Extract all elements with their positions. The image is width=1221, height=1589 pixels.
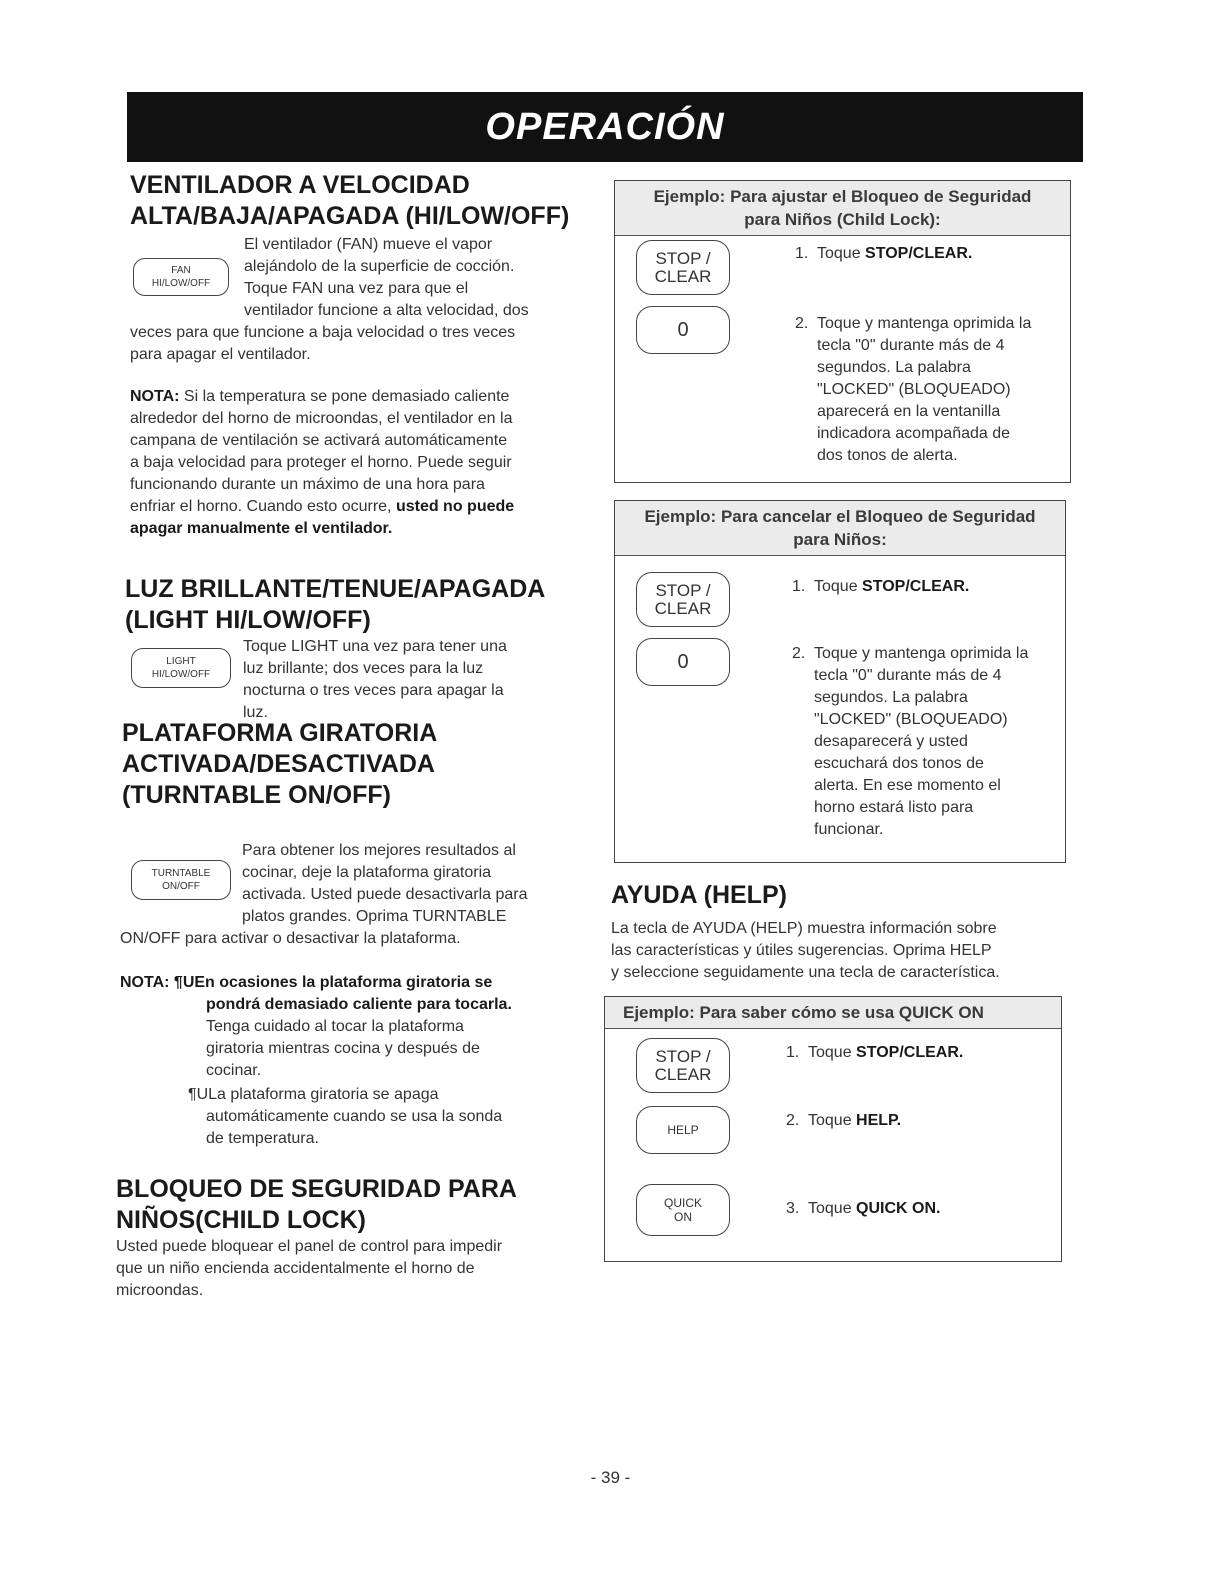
box1-step2-line-2: tecla "0" durante más de 4 bbox=[817, 337, 1005, 354]
turntable-note-bold-a: ¶UEn ocasiones la plataforma giratoria se bbox=[173, 974, 493, 991]
light-body bbox=[243, 636, 583, 724]
box1-step2-num: 2. bbox=[795, 315, 809, 332]
box3-step-3 bbox=[786, 1198, 1056, 1220]
stop-clear-key-icon bbox=[636, 1038, 730, 1093]
zero-key-icon bbox=[636, 306, 730, 354]
box2-step2-line-8: horno estará listo para bbox=[814, 799, 974, 816]
box1-stop-label-1: STOP / bbox=[655, 248, 711, 268]
example-box-3-header bbox=[605, 997, 1061, 1029]
box2-step2-line-7: alerta. En ese momento el bbox=[814, 777, 1001, 794]
turntable-line-1: Para obtener los mejores resultados al bbox=[242, 842, 516, 859]
turntable-note bbox=[120, 972, 590, 994]
childlock-line-1: Usted puede bloquear el panel de control para impedir bbox=[116, 1238, 503, 1255]
turntable-line-2: cocinar, deje la plataforma giratoria bbox=[242, 864, 492, 881]
stop-clear-key-icon bbox=[636, 572, 730, 627]
childlock-title-line2: NIÑOS(CHILD LOCK) bbox=[116, 1206, 366, 1234]
box3-stop-label-1: STOP / bbox=[655, 1046, 711, 1066]
turntable-full-line: ON/OFF para activar o desactivar la plataforma. bbox=[120, 930, 461, 947]
box2-step2-line-5: desaparecerá y usted bbox=[814, 733, 968, 750]
help-section bbox=[611, 880, 1066, 911]
box3-step1-text: Toque bbox=[808, 1044, 857, 1061]
box1-step2-line-3: segundos. La palabra bbox=[817, 359, 971, 376]
box2-head-line-2: para Niños: bbox=[793, 530, 887, 549]
box1-step-1 bbox=[795, 243, 1065, 265]
fan-full-line-2: para apagar el ventilador. bbox=[130, 346, 311, 363]
help-line-1: La tecla de AYUDA (HELP) muestra información sobre bbox=[611, 920, 997, 937]
zero-key-icon bbox=[636, 638, 730, 686]
box3-step3-text: Toque bbox=[808, 1200, 857, 1217]
box2-step-1 bbox=[792, 576, 1062, 598]
turntable-note-bullet2 bbox=[188, 1084, 578, 1150]
help-line-3: y seleccione seguidamente una tecla de característica. bbox=[611, 964, 1000, 981]
box2-step-2 bbox=[792, 643, 1064, 841]
example-box-2-header bbox=[615, 501, 1065, 556]
turntable-note-label: NOTA: bbox=[120, 974, 170, 991]
help-line-2: las características y útiles sugerencias. Oprima HELP bbox=[611, 942, 992, 959]
fan-note-line-2: alrededor del horno de microondas, el ventilador en la bbox=[130, 410, 513, 427]
box3-step2-num: 2. bbox=[786, 1112, 800, 1129]
fan-line-1: El ventilador (FAN) mueve el vapor bbox=[244, 236, 493, 253]
box1-step1-num: 1. bbox=[795, 245, 809, 262]
fan-note-bold-2: apagar manualmente el ventilador. bbox=[130, 520, 393, 537]
box3-step2-bold: HELP. bbox=[856, 1112, 902, 1129]
box2-zero-label: 0 bbox=[677, 650, 689, 673]
box3-step1-bold: STOP/CLEAR. bbox=[856, 1044, 964, 1061]
turntable-note-bold-b: pondrá demasiado caliente para tocarla. bbox=[206, 996, 512, 1013]
light-line-2: luz brillante; dos veces para la luz bbox=[243, 660, 484, 677]
fan-note-text-6: enfriar el horno. Cuando esto ocurre, bbox=[130, 498, 396, 515]
page-number: - 39 - bbox=[590, 1468, 631, 1487]
fan-key-label-2: HI/LOW/OFF bbox=[151, 278, 211, 289]
box1-stop-label-2: CLEAR bbox=[654, 266, 712, 286]
box2-stop-label-2: CLEAR bbox=[654, 598, 712, 618]
fan-note-line-6 bbox=[130, 496, 590, 518]
light-section bbox=[125, 574, 585, 636]
turntable-line-4: platos grandes. Oprima TURNTABLE bbox=[242, 908, 507, 925]
turntable-note-rest-1: Tenga cuidado al tocar la plataforma bbox=[206, 1018, 464, 1035]
box1-step1-bold: STOP/CLEAR. bbox=[865, 245, 973, 262]
fan-section bbox=[130, 170, 580, 232]
fan-note-label: NOTA: bbox=[130, 388, 180, 405]
help-body bbox=[611, 918, 1066, 984]
box3-stop-label-2: CLEAR bbox=[654, 1064, 712, 1084]
box1-step-2 bbox=[795, 313, 1065, 467]
light-title-line2: (LIGHT HI/LOW/OFF) bbox=[125, 606, 371, 634]
turntable-line-3: activada. Usted puede desactivarla para bbox=[242, 886, 528, 903]
turntable-section bbox=[122, 718, 582, 811]
turntable-title-line2: ACTIVADA/DESACTIVADA bbox=[122, 750, 435, 778]
box1-step2-line-7: dos tonos de alerta. bbox=[817, 447, 958, 464]
fan-title-line1: VENTILADOR A VELOCIDAD bbox=[130, 171, 470, 199]
example-box-1-header bbox=[615, 181, 1070, 236]
fan-line-2: alejándolo de la superficie de cocción. bbox=[244, 258, 515, 275]
fan-key-label-1: FAN bbox=[171, 265, 191, 276]
fan-note-line-3: campana de ventilación se activará automáticamente bbox=[130, 432, 508, 449]
box2-step2-line-6: escuchará dos tonos de bbox=[814, 755, 984, 772]
fan-key-icon bbox=[133, 258, 229, 296]
light-title-line1: LUZ BRILLANTE/TENUE/APAGADA bbox=[125, 575, 546, 603]
fan-note bbox=[130, 386, 590, 540]
turntable-note2-line-1: ¶ULa plataforma giratoria se apaga bbox=[188, 1086, 439, 1103]
box3-step-1 bbox=[786, 1042, 1056, 1064]
fan-full-line-1: veces para que funcione a baja velocidad o tres veces bbox=[130, 324, 516, 341]
childlock-title-line1: BLOQUEO DE SEGURIDAD PARA bbox=[116, 1175, 517, 1203]
help-key-icon bbox=[636, 1106, 730, 1154]
childlock-section bbox=[116, 1174, 586, 1236]
stop-clear-key-icon bbox=[636, 240, 730, 295]
fan-line-3: Toque FAN una vez para que el bbox=[244, 280, 469, 297]
quick-on-key-icon bbox=[636, 1184, 730, 1236]
box2-step2-line-4: "LOCKED" (BLOQUEADO) bbox=[814, 711, 1008, 728]
box1-step2-line-1: Toque y mantenga oprimida la bbox=[817, 315, 1032, 332]
box2-step1-text: Toque bbox=[814, 578, 863, 595]
box1-step2-line-6: indicadora acompañada de bbox=[817, 425, 1011, 442]
box2-step2-line-1: Toque y mantenga oprimida la bbox=[814, 645, 1029, 662]
turntable-note-rest-3: cocinar. bbox=[206, 1062, 262, 1079]
box3-step3-num: 3. bbox=[786, 1200, 800, 1217]
box2-step2-line-2: tecla "0" durante más de 4 bbox=[814, 667, 1002, 684]
childlock-line-3: microondas. bbox=[116, 1282, 204, 1299]
box2-head-line-1: Ejemplo: Para cancelar el Bloqueo de Seguridad bbox=[644, 507, 1036, 526]
turntable-key-label-1: TURNTABLE bbox=[151, 868, 211, 879]
turntable-note-line-1 bbox=[120, 972, 590, 994]
fan-title-line2: ALTA/BAJA/APAGADA (HI/LOW/OFF) bbox=[130, 202, 570, 230]
light-key-icon bbox=[131, 648, 231, 688]
turntable-title-line3: (TURNTABLE ON/OFF) bbox=[122, 781, 391, 809]
fan-body-full bbox=[130, 322, 590, 366]
box3-step2-text: Toque bbox=[808, 1112, 857, 1129]
fan-note-bold-1: usted no puede bbox=[395, 498, 515, 515]
childlock-body bbox=[116, 1236, 586, 1302]
light-line-1: Toque LIGHT una vez para tener una bbox=[243, 638, 507, 655]
box2-step1-num: 1. bbox=[792, 578, 806, 595]
box2-step1-bold: STOP/CLEAR. bbox=[862, 578, 970, 595]
turntable-key-label-2: ON/OFF bbox=[162, 881, 200, 892]
turntable-title-line1: PLATAFORMA GIRATORIA bbox=[122, 719, 438, 747]
box2-step2-num: 2. bbox=[792, 645, 806, 662]
box2-step2-line-9: funcionar. bbox=[814, 821, 884, 838]
box3-quick-label-1: QUICK bbox=[663, 1196, 702, 1210]
fan-body bbox=[244, 234, 584, 322]
turntable-note-detail bbox=[206, 994, 586, 1082]
box3-head-line-1: Ejemplo: Para saber cómo se usa QUICK ON bbox=[623, 1003, 984, 1022]
box1-step1-text: Toque bbox=[817, 245, 866, 262]
help-title: AYUDA (HELP) bbox=[611, 881, 787, 909]
fan-note-line-4: a baja velocidad para proteger el horno. Puede seguir bbox=[130, 454, 512, 471]
box1-zero-label: 0 bbox=[677, 318, 689, 341]
turntable-body-full bbox=[120, 928, 580, 950]
fan-line-4: ventilador funcione a alta velocidad, dos bbox=[244, 302, 529, 319]
page-title: OPERACIÓN bbox=[485, 105, 725, 148]
light-key-label-1: LIGHT bbox=[166, 656, 196, 667]
box2-stop-label-1: STOP / bbox=[655, 580, 711, 600]
turntable-note-rest-2: giratoria mientras cocina y después de bbox=[206, 1040, 480, 1057]
childlock-line-2: que un niño encienda accidentalmente el horno de bbox=[116, 1260, 475, 1277]
light-line-3: nocturna o tres veces para apagar la bbox=[243, 682, 504, 699]
box3-help-label: HELP bbox=[667, 1123, 699, 1137]
turntable-note2-line-2: automáticamente cuando se usa la sonda bbox=[206, 1108, 503, 1125]
box2-step2-line-3: segundos. La palabra bbox=[814, 689, 968, 706]
box3-quick-label-2: ON bbox=[674, 1210, 692, 1224]
box3-step3-bold: QUICK ON. bbox=[856, 1200, 941, 1217]
box3-step-2 bbox=[786, 1110, 1056, 1132]
light-key-label-2: HI/LOW/OFF bbox=[151, 669, 211, 680]
box1-head-line-1: Ejemplo: Para ajustar el Bloqueo de Seguridad bbox=[653, 187, 1032, 206]
turntable-key-icon bbox=[131, 860, 231, 900]
turntable-body bbox=[242, 840, 587, 928]
fan-note-line-1 bbox=[130, 386, 590, 408]
box1-head-line-2: para Niños (Child Lock): bbox=[744, 210, 941, 229]
turntable-note2-line-3: de temperatura. bbox=[206, 1130, 319, 1147]
box1-step2-line-4: "LOCKED" (BLOQUEADO) bbox=[817, 381, 1011, 398]
fan-note-text-1: Si la temperatura se pone demasiado caliente bbox=[179, 388, 510, 405]
fan-note-line-5: funcionando durante un máximo de una hora para bbox=[130, 476, 485, 493]
box3-step1-num: 1. bbox=[786, 1044, 800, 1061]
header-banner bbox=[127, 92, 1083, 162]
box1-step2-line-5: aparecerá en la ventanilla bbox=[817, 403, 1001, 420]
light-line-4: luz. bbox=[243, 704, 268, 721]
